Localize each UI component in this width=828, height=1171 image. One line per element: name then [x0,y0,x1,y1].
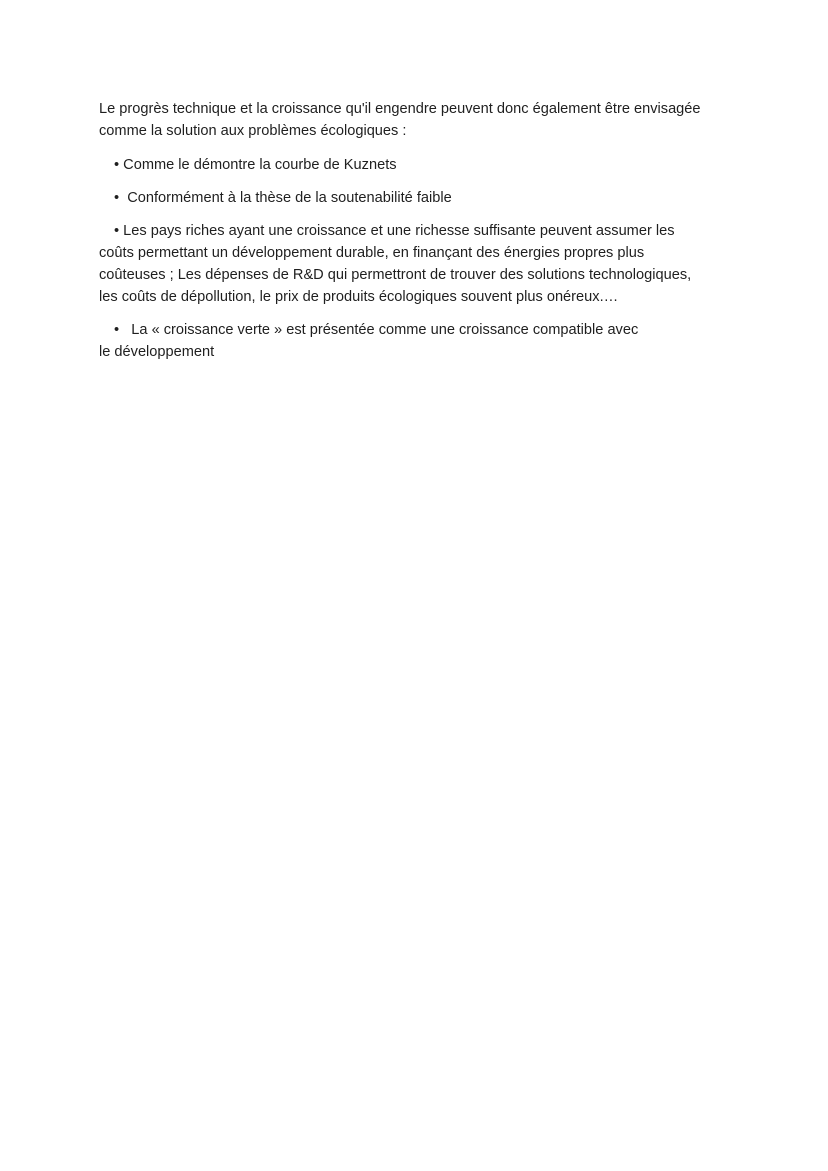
intro-line: Le progrès technique et la croissance qu'il engendre peuvent donc également être envisagée [99,101,701,117]
intro-line: comme la solution aux problèmes écologiques : [99,123,407,139]
bullet-text: La « croissance verte » est présentée comme une croissance compatible avec [131,322,639,338]
bullet-text: Les pays riches ayant une croissance et une richesse suffisante peuvent assumer les [123,223,675,239]
intro-paragraph [99,98,739,142]
bullet-item-kuznets [99,154,739,176]
bullet-item-soutenabilite [99,187,739,209]
bullet-icon: • [114,157,120,173]
bullet-icon: • [114,223,120,239]
bullet-text: Conformément à la thèse de la soutenabilité faible [127,190,452,206]
bullet-text: coûts permettant un développement durable, en finançant des énergies propres plus [99,245,645,261]
bullet-item-croissance-verte [99,319,739,363]
bullet-text: Comme le démontre la courbe de Kuznets [123,157,397,173]
bullet-icon: • [114,190,120,206]
bullet-text: les coûts de dépollution, le prix de produits écologiques souvent plus onéreux.… [99,289,619,305]
bullet-text: coûteuses ; Les dépenses de R&D qui permettront de trouver des solutions technologiques, [99,267,692,283]
bullet-item-pays-riches [99,220,739,308]
bullet-text: le développement [99,344,215,360]
bullet-icon: • [114,322,120,338]
